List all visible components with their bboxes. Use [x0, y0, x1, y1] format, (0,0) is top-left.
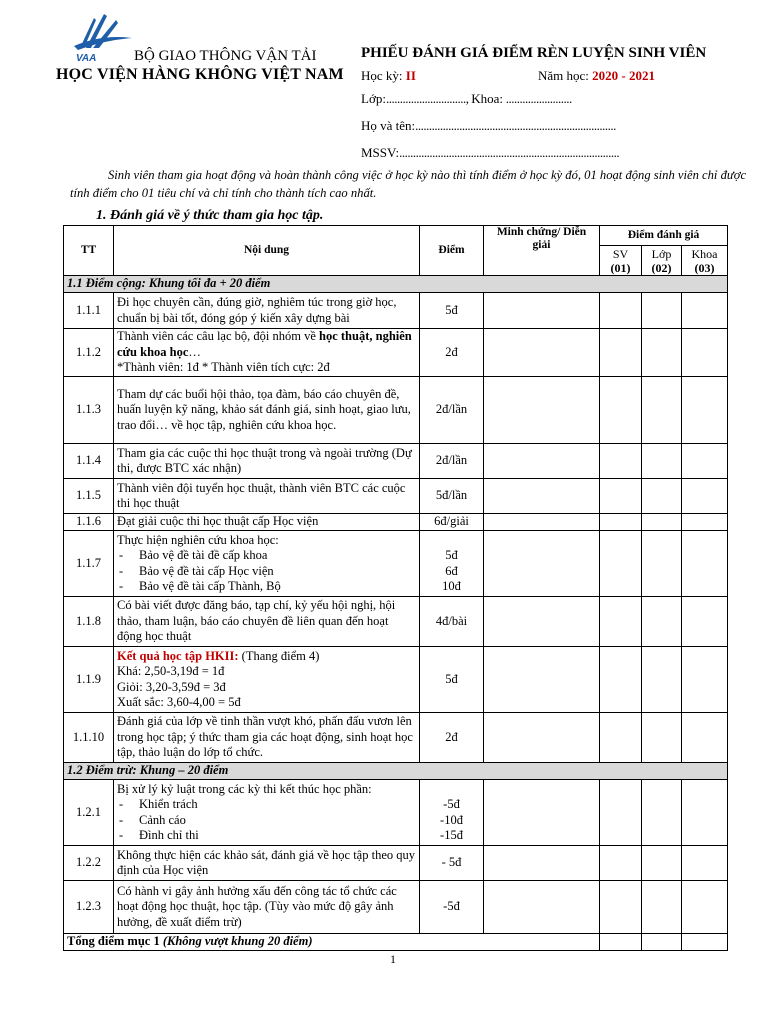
faculty-score-cell[interactable] [682, 377, 728, 444]
sv-score-cell[interactable] [600, 444, 642, 479]
row-points: 2đ [420, 713, 484, 763]
evidence-cell[interactable] [484, 881, 600, 934]
row-content: Đi học chuyên cần, đúng giờ, nghiêm túc trong giờ học, chuẩn bị bài tốt, đóng góp ý kiến xây dựng bài [114, 293, 420, 329]
list-item: - Khiển trách [117, 797, 416, 813]
faculty-score-cell[interactable] [682, 846, 728, 881]
class-score-cell[interactable] [642, 293, 682, 329]
row-content: Thành viên các câu lạc bộ, đội nhóm về học thuật, nghiên cứu khoa học… *Thành viên: 1đ * Thành viên tích cực: 2đ [114, 329, 420, 377]
row-tt: 1.1.10 [64, 713, 114, 763]
evidence-cell[interactable] [484, 514, 600, 531]
row-tt: 1.1.5 [64, 479, 114, 514]
academy-logo [72, 12, 134, 64]
faculty-score-cell[interactable] [682, 647, 728, 713]
faculty-field[interactable]: ........................ [502, 91, 572, 106]
table-row [64, 780, 728, 846]
semester-label: Học kỳ: [361, 68, 403, 83]
list-item: - Cảnh cáo [117, 813, 416, 829]
class-field[interactable]: ............................., [385, 91, 472, 106]
table-row [64, 293, 728, 329]
group-row-bonus [64, 276, 728, 293]
sv-score-cell[interactable] [600, 597, 642, 647]
evidence-cell[interactable] [484, 329, 600, 377]
row-content: Có hành vi gây ảnh hưởng xấu đến công tác tổ chức các hoạt động học thuật, học tập. (Tùy vào mức độ gây ảnh hưởng, đề xuất điểm trừ) [114, 881, 420, 934]
class-score-cell[interactable] [642, 846, 682, 881]
evidence-cell[interactable] [484, 531, 600, 597]
table-row [64, 881, 728, 934]
row-content: Tham dự các buổi hội thảo, tọa đàm, báo cáo chuyên đề, huấn luyện kỹ năng, khảo sát đánh giá, sinh hoạt, giao lưu, trao đổi… về học tập, nghiên cứu khoa học. [114, 377, 420, 444]
faculty-score-cell[interactable] [682, 293, 728, 329]
page-number: 1 [390, 952, 396, 966]
row-points: -5đ [420, 881, 484, 934]
class-score-cell[interactable] [642, 597, 682, 647]
class-score-cell[interactable] [642, 479, 682, 514]
faculty-label: Khoa: [471, 91, 503, 106]
row-points: 5đ [420, 647, 484, 713]
faculty-score-cell[interactable] [682, 329, 728, 377]
form-title: PHIẾU ĐÁNH GIÁ ĐIỂM RÈN LUYỆN SINH VIÊN [361, 45, 707, 61]
sv-score-cell[interactable] [600, 713, 642, 763]
faculty-total-cell[interactable] [682, 934, 728, 951]
evidence-cell[interactable] [484, 780, 600, 846]
sv-score-cell[interactable] [600, 647, 642, 713]
evidence-cell[interactable] [484, 377, 600, 444]
year-value: 2020 - 2021 [592, 68, 655, 83]
sv-total-cell[interactable] [600, 934, 642, 951]
row-points: 6đ/giải [420, 514, 484, 531]
year-label: Năm học: [538, 68, 589, 83]
table-row [64, 377, 728, 444]
group-title: 1.1 Điểm cộng: Khung tối đa + 20 điểm [64, 276, 728, 293]
row-points: 5đ [420, 293, 484, 329]
name-line [361, 118, 616, 134]
faculty-score-cell[interactable] [682, 514, 728, 531]
class-score-cell[interactable] [642, 713, 682, 763]
sv-score-cell[interactable] [600, 881, 642, 934]
sv-score-cell[interactable] [600, 293, 642, 329]
evidence-cell[interactable] [484, 444, 600, 479]
class-score-cell[interactable] [642, 647, 682, 713]
row-points: 2đ [420, 329, 484, 377]
row-content: Có bài viết được đăng báo, tạp chí, kỷ yếu hội nghị, hội thảo, tham luận, báo cáo chuyên đề liên quan đến hoạt động học thuật [114, 597, 420, 647]
sv-score-cell[interactable] [600, 846, 642, 881]
class-label: Lớp: [361, 91, 386, 106]
sv-score-cell[interactable] [600, 329, 642, 377]
faculty-score-cell[interactable] [682, 531, 728, 597]
list-item: - Đình chỉ thi [117, 828, 416, 844]
header-khoa: Khoa (03) [682, 246, 728, 276]
group-title: 1.2 Điểm trừ: Khung – 20 điểm [64, 763, 728, 780]
sv-score-cell[interactable] [600, 531, 642, 597]
row-points: 4đ/bài [420, 597, 484, 647]
row-content: Thực hiện nghiên cứu khoa học: - Bảo vệ đề tài đề cấp khoa - Bảo vệ đề tài cấp Học viện - Bảo vệ đề tài cấp Thành, Bộ [114, 531, 420, 597]
table-row [64, 514, 728, 531]
class-score-cell[interactable] [642, 780, 682, 846]
header-points: Điểm [420, 226, 484, 276]
header-lop: Lớp (02) [642, 246, 682, 276]
row-content: Không thực hiện các khảo sát, đánh giá về học tập theo quy định của Học viện [114, 846, 420, 881]
evidence-cell[interactable] [484, 597, 600, 647]
list-item: - Bảo vệ đề tài cấp Học viện [117, 564, 416, 580]
class-total-cell[interactable] [642, 934, 682, 951]
table-row [64, 713, 728, 763]
row-points: 2đ/lần [420, 377, 484, 444]
table-row [64, 531, 728, 597]
student-id-label: MSSV: [361, 145, 400, 160]
evidence-cell[interactable] [484, 479, 600, 514]
sv-score-cell[interactable] [600, 377, 642, 444]
table-header-row [64, 226, 728, 246]
sv-score-cell[interactable] [600, 514, 642, 531]
row-tt: 1.1.2 [64, 329, 114, 377]
year-line [538, 68, 655, 84]
faculty-score-cell[interactable] [682, 881, 728, 934]
header-tt: TT [64, 226, 114, 276]
table-row [64, 846, 728, 881]
row-points: 2đ/lần [420, 444, 484, 479]
name-label: Họ và tên: [361, 118, 416, 133]
sv-score-cell[interactable] [600, 479, 642, 514]
row-tt: 1.1.4 [64, 444, 114, 479]
table-row [64, 597, 728, 647]
faculty-score-cell[interactable] [682, 713, 728, 763]
academy-name: HỌC VIỆN HÀNG KHÔNG VIỆT NAM [56, 66, 344, 83]
evidence-cell[interactable] [484, 647, 600, 713]
class-score-cell[interactable] [642, 531, 682, 597]
total-label: Tổng điểm mục 1 (Không vượt khung 20 điểm) [64, 934, 600, 951]
name-field[interactable]: ......................................................................... [415, 118, 616, 133]
list-item: - Bảo vệ đề tài đề cấp khoa [117, 548, 416, 564]
semester-line [361, 68, 416, 84]
evidence-cell[interactable] [484, 713, 600, 763]
row-tt: 1.1.6 [64, 514, 114, 531]
evidence-cell[interactable] [484, 846, 600, 881]
group-row-deduction [64, 763, 728, 780]
header-eval: Điểm đánh giá [600, 226, 728, 246]
row-content: Đạt giải cuộc thi học thuật cấp Học viện [114, 514, 420, 531]
class-score-cell[interactable] [642, 329, 682, 377]
faculty-score-cell[interactable] [682, 444, 728, 479]
list-item: - Bảo vệ đề tài cấp Thành, Bộ [117, 579, 416, 595]
ministry-name: BỘ GIAO THÔNG VẬN TẢI [134, 48, 317, 64]
faculty-score-cell[interactable] [682, 780, 728, 846]
row-tt: 1.2.3 [64, 881, 114, 934]
class-line [361, 91, 572, 107]
sv-score-cell[interactable] [600, 780, 642, 846]
row-content: Đánh giá của lớp về tinh thần vượt khó, phấn đấu vươn lên trong học tập; ý thức tham gia các hoạt động, sinh hoạt học tập, thảo luận do lớp tổ chức. [114, 713, 420, 763]
row-points: 5đ/lần [420, 479, 484, 514]
row-tt: 1.2.1 [64, 780, 114, 846]
total-row [64, 934, 728, 951]
table-row [64, 479, 728, 514]
section-title: 1. Đánh giá về ý thức tham gia học tập. [96, 208, 324, 223]
header-content: Nội dung [114, 226, 420, 276]
row-tt: 1.1.1 [64, 293, 114, 329]
row-content: Thành viên đội tuyển học thuật, thành viên BTC các cuộc thi học thuật [114, 479, 420, 514]
class-score-cell[interactable] [642, 881, 682, 934]
row-points: -5đ -10đ -15đ [420, 780, 484, 846]
logo-text: VAA [76, 53, 97, 64]
class-score-cell[interactable] [642, 444, 682, 479]
row-points: 5đ 6đ 10đ [420, 531, 484, 597]
table-row [64, 329, 728, 377]
row-tt: 1.1.9 [64, 647, 114, 713]
student-id-line [361, 145, 619, 161]
intro-note: Sinh viên tham gia hoạt động và hoàn thành công việc ở học kỳ nào thì tính điểm ở học kỳ đó, 01 hoạt động sinh viên chỉ được tính điểm cho 01 tiêu chí và chỉ tính cho thành tích cao nhất. [70, 168, 747, 200]
class-score-cell[interactable] [642, 514, 682, 531]
row-points: - 5đ [420, 846, 484, 881]
row-tt: 1.1.8 [64, 597, 114, 647]
row-tt: 1.1.3 [64, 377, 114, 444]
header-evidence: Minh chứng/ Diễn giải [484, 226, 600, 276]
evidence-cell[interactable] [484, 293, 600, 329]
row-content: Kết quả học tập HKII: (Thang điểm 4) Khá: 2,50-3,19đ = 1đ Giỏi: 3,20-3,59đ = 3đ Xuất sắc: 3,60-4,00 = 5đ [114, 647, 420, 713]
faculty-score-cell[interactable] [682, 597, 728, 647]
faculty-score-cell[interactable] [682, 479, 728, 514]
semester-value: II [405, 68, 416, 83]
table-row [64, 647, 728, 713]
class-score-cell[interactable] [642, 377, 682, 444]
row-tt: 1.2.2 [64, 846, 114, 881]
header-sv: SV (01) [600, 246, 642, 276]
student-id-field[interactable]: ................................................................................ [399, 145, 620, 160]
evaluation-table [63, 225, 728, 951]
table-row [64, 444, 728, 479]
row-content: Bị xử lý kỷ luật trong các kỳ thi kết thúc học phần: - Khiển trách - Cảnh cáo - Đình chỉ thi [114, 780, 420, 846]
row-tt: 1.1.7 [64, 531, 114, 597]
row-content: Tham gia các cuộc thi học thuật trong và ngoài trường (Dự thi, được BTC xác nhận) [114, 444, 420, 479]
